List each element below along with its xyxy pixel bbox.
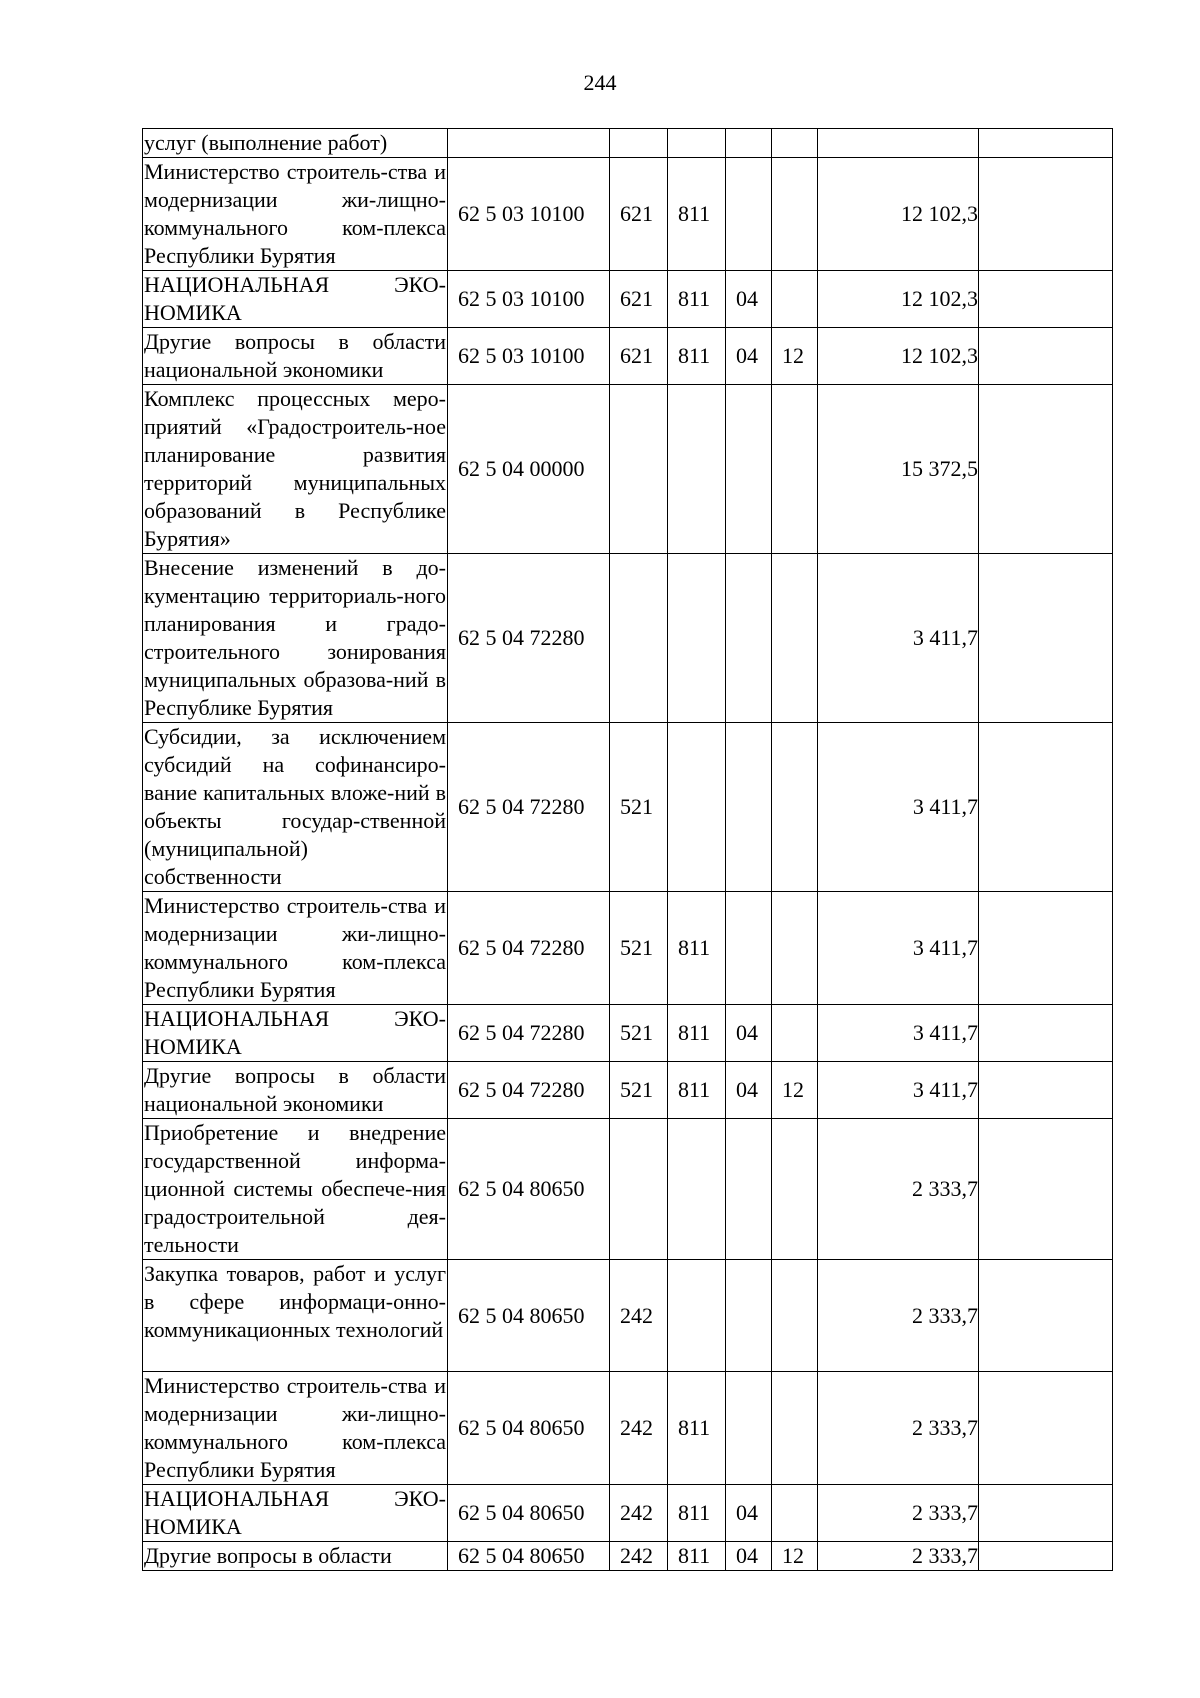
administrator-code-cell: 811	[668, 1485, 726, 1542]
table-row	[143, 271, 1113, 328]
section-code-cell	[726, 129, 772, 158]
subsection-code-cell	[772, 723, 818, 892]
subsection-code-cell	[772, 385, 818, 554]
subsection-code-cell: 12	[772, 1542, 818, 1571]
administrator-code-cell	[668, 385, 726, 554]
target-article-code-cell: 62 5 04 00000	[448, 385, 610, 554]
table-row	[143, 328, 1113, 385]
expense-type-code-cell: 242	[610, 1485, 668, 1542]
section-code-cell	[726, 158, 772, 271]
section-code-cell	[726, 1260, 772, 1372]
administrator-code-cell	[668, 1260, 726, 1372]
target-article-code-cell: 62 5 04 72280	[448, 1062, 610, 1119]
administrator-code-cell: 811	[668, 1542, 726, 1571]
amount-cell: 15 372,5	[818, 385, 979, 554]
extra-amount-cell	[979, 1542, 1113, 1571]
administrator-code-cell: 811	[668, 1372, 726, 1485]
administrator-code-cell: 811	[668, 328, 726, 385]
target-article-code-cell: 62 5 03 10100	[448, 158, 610, 271]
administrator-code-cell: 811	[668, 271, 726, 328]
expense-type-code-cell	[610, 554, 668, 723]
subsection-code-cell	[772, 1260, 818, 1372]
section-code-cell	[726, 554, 772, 723]
item-name-cell: Приобретение и внедрение государственной информа-ционной системы обеспече-ния градостроительной дея-тельности	[143, 1119, 448, 1260]
expense-type-code-cell	[610, 129, 668, 158]
subsection-code-cell	[772, 158, 818, 271]
extra-amount-cell	[979, 554, 1113, 723]
subsection-code-cell: 12	[772, 1062, 818, 1119]
extra-amount-cell	[979, 1119, 1113, 1260]
subsection-code-cell	[772, 554, 818, 723]
target-article-code-cell: 62 5 04 72280	[448, 1005, 610, 1062]
section-code-cell	[726, 723, 772, 892]
table-row	[143, 158, 1113, 271]
expense-type-code-cell: 621	[610, 271, 668, 328]
amount-cell: 3 411,7	[818, 1005, 979, 1062]
amount-cell: 12 102,3	[818, 271, 979, 328]
section-code-cell: 04	[726, 1485, 772, 1542]
expense-type-code-cell: 521	[610, 1005, 668, 1062]
table-body	[143, 129, 1113, 1571]
expense-type-code-cell: 521	[610, 1062, 668, 1119]
target-article-code-cell: 62 5 04 80650	[448, 1485, 610, 1542]
extra-amount-cell	[979, 328, 1113, 385]
item-name-cell: Внесение изменений в до-кументацию территориаль-ного планирования и градо-строительного зонирования муниципальных образова-ний в Республике Бурятия	[143, 554, 448, 723]
administrator-code-cell: 811	[668, 1005, 726, 1062]
amount-cell: 2 333,7	[818, 1372, 979, 1485]
item-name-cell: Закупка товаров, работ и услуг в сфере информаци-онно-коммуникационных технологий	[143, 1260, 448, 1372]
extra-amount-cell	[979, 158, 1113, 271]
item-name-cell: Министерство строитель-ства и модернизации жи-лищно-коммунального ком-плекса Республики Бурятия	[143, 1372, 448, 1485]
section-code-cell: 04	[726, 1005, 772, 1062]
target-article-code-cell	[448, 129, 610, 158]
table-row	[143, 1260, 1113, 1372]
item-name-cell: Другие вопросы в области национальной экономики	[143, 1062, 448, 1119]
table-row	[143, 554, 1113, 723]
extra-amount-cell	[979, 385, 1113, 554]
expense-type-code-cell: 242	[610, 1372, 668, 1485]
section-code-cell: 04	[726, 328, 772, 385]
amount-cell: 2 333,7	[818, 1542, 979, 1571]
item-name-cell: Министерство строитель-ства и модернизации жи-лищно-коммунального ком-плекса Республики Бурятия	[143, 892, 448, 1005]
target-article-code-cell: 62 5 03 10100	[448, 328, 610, 385]
expense-type-code-cell	[610, 385, 668, 554]
budget-table	[142, 128, 1113, 1571]
subsection-code-cell	[772, 1119, 818, 1260]
section-code-cell: 04	[726, 271, 772, 328]
administrator-code-cell	[668, 1119, 726, 1260]
table-row	[143, 1542, 1113, 1571]
section-code-cell	[726, 1372, 772, 1485]
table-row	[143, 723, 1113, 892]
target-article-code-cell: 62 5 03 10100	[448, 271, 610, 328]
extra-amount-cell	[979, 1260, 1113, 1372]
table-row	[143, 1485, 1113, 1542]
subsection-code-cell	[772, 892, 818, 1005]
extra-amount-cell	[979, 723, 1113, 892]
section-code-cell: 04	[726, 1062, 772, 1119]
amount-cell: 3 411,7	[818, 554, 979, 723]
item-name-cell: НАЦИОНАЛЬНАЯ ЭКО-НОМИКА	[143, 271, 448, 328]
expense-type-code-cell: 521	[610, 723, 668, 892]
administrator-code-cell: 811	[668, 1062, 726, 1119]
expense-type-code-cell: 621	[610, 328, 668, 385]
target-article-code-cell: 62 5 04 80650	[448, 1260, 610, 1372]
page-number: 244	[583, 70, 617, 95]
administrator-code-cell	[668, 723, 726, 892]
amount-cell: 3 411,7	[818, 892, 979, 1005]
table-row	[143, 385, 1113, 554]
subsection-code-cell	[772, 1485, 818, 1542]
subsection-code-cell: 12	[772, 328, 818, 385]
extra-amount-cell	[979, 129, 1113, 158]
subsection-code-cell	[772, 1005, 818, 1062]
amount-cell: 2 333,7	[818, 1260, 979, 1372]
item-name-cell: услуг (выполнение работ)	[143, 129, 448, 158]
expense-type-code-cell: 521	[610, 892, 668, 1005]
subsection-code-cell	[772, 271, 818, 328]
table-row	[143, 1119, 1113, 1260]
target-article-code-cell: 62 5 04 80650	[448, 1542, 610, 1571]
extra-amount-cell	[979, 1062, 1113, 1119]
administrator-code-cell	[668, 554, 726, 723]
item-name-cell: Субсидии, за исключением субсидий на софинансиро-вание капитальных вложе-ний в объекты государ-ственной (муниципальной) собственности	[143, 723, 448, 892]
section-code-cell: 04	[726, 1542, 772, 1571]
amount-cell: 2 333,7	[818, 1119, 979, 1260]
item-name-cell: Министерство строитель-ства и модернизации жи-лищно-коммунального ком-плекса Республики Бурятия	[143, 158, 448, 271]
extra-amount-cell	[979, 1372, 1113, 1485]
expense-type-code-cell	[610, 1119, 668, 1260]
extra-amount-cell	[979, 271, 1113, 328]
item-name-cell: Другие вопросы в области	[143, 1542, 448, 1571]
amount-cell: 3 411,7	[818, 723, 979, 892]
target-article-code-cell: 62 5 04 72280	[448, 723, 610, 892]
subsection-code-cell	[772, 129, 818, 158]
target-article-code-cell: 62 5 04 80650	[448, 1372, 610, 1485]
amount-cell	[818, 129, 979, 158]
item-name-cell: НАЦИОНАЛЬНАЯ ЭКО-НОМИКА	[143, 1485, 448, 1542]
expense-type-code-cell: 621	[610, 158, 668, 271]
extra-amount-cell	[979, 1005, 1113, 1062]
amount-cell: 3 411,7	[818, 1062, 979, 1119]
section-code-cell	[726, 1119, 772, 1260]
expense-type-code-cell: 242	[610, 1260, 668, 1372]
expense-type-code-cell: 242	[610, 1542, 668, 1571]
amount-cell: 12 102,3	[818, 158, 979, 271]
amount-cell: 12 102,3	[818, 328, 979, 385]
extra-amount-cell	[979, 892, 1113, 1005]
administrator-code-cell	[668, 129, 726, 158]
administrator-code-cell: 811	[668, 158, 726, 271]
administrator-code-cell: 811	[668, 892, 726, 1005]
table-row	[143, 892, 1113, 1005]
subsection-code-cell	[772, 1372, 818, 1485]
item-name-cell: Другие вопросы в области национальной экономики	[143, 328, 448, 385]
target-article-code-cell: 62 5 04 72280	[448, 554, 610, 723]
amount-cell: 2 333,7	[818, 1485, 979, 1542]
table-row	[143, 1062, 1113, 1119]
section-code-cell	[726, 385, 772, 554]
extra-amount-cell	[979, 1485, 1113, 1542]
target-article-code-cell: 62 5 04 72280	[448, 892, 610, 1005]
item-name-cell: НАЦИОНАЛЬНАЯ ЭКО-НОМИКА	[143, 1005, 448, 1062]
table-row	[143, 1372, 1113, 1485]
table-row	[143, 1005, 1113, 1062]
target-article-code-cell: 62 5 04 80650	[448, 1119, 610, 1260]
item-name-cell: Комплекс процессных меро-приятий «Градостроитель-ное планирование развития территорий муниципальных образований в Республике Бурятия»	[143, 385, 448, 554]
section-code-cell	[726, 892, 772, 1005]
table-row	[143, 129, 1113, 158]
